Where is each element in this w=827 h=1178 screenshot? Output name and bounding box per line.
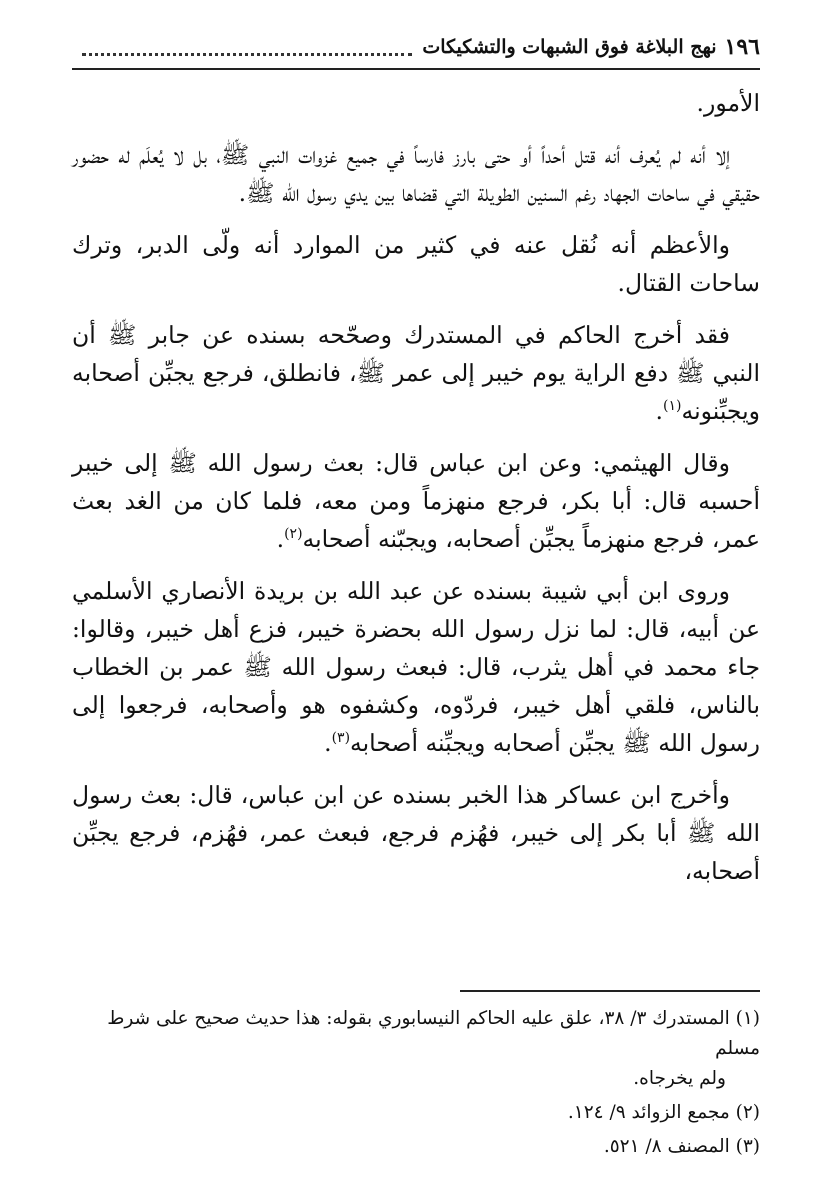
footnote: (١) المستدرك ٣/ ٣٨، علق عليه الحاكم النيسابوري بقوله: هذا حديث صحيح على شرط مسلم ولم يخرجاه. (107, 1008, 760, 1089)
body-text (72, 84, 760, 890)
paragraph: إلا أنه لم يُعرف أنه قتل أحداً أو حتى بارز فارساً في جميع غزوات النبي ﷺ، بل لا يُعلَم له حضور حقيقي في ساحات الجهاد رغم السنين الطويلة التي قضاها بين يدي رسول الله ﷺ. (72, 141, 760, 207)
footnote-reference: (٣) (331, 730, 351, 747)
paragraph: وقال الهيثمي: وعن ابن عباس قال: بعث رسول الله ﷺ إلى خيبر أحسبه قال: أبا بكر، فرجع منهزماً ومن معه، فلما كان من الغد بعث عمر، فرجع منهزماً يجبِّن أصحابه، ويجبّنه أصحابه$^{(٢)}$. (72, 449, 760, 553)
footnote-reference: (٢) (284, 526, 303, 543)
footnote: (٣) المصنف ٨/ ٥٢١. (603, 1136, 760, 1157)
paragraph: الأمور. (696, 89, 760, 117)
page-header (72, 26, 760, 70)
paragraph: والأعظم أنه نُقل عنه في كثير من الموارد أنه ولّى الدبر، وترك ساحات القتال. (72, 231, 760, 297)
running-title: نهج البلاغة فوق الشبهات والتشكيكات (422, 36, 717, 58)
paragraph: وأخرج ابن عساكر هذا الخبر بسنده عن ابن عباس، قال: بعث رسول الله ﷺ أبا بكر إلى خيبر، فهُزم فرجع، فبعث عمر، فهُزم، فرجع يجبِّن أصحابه، (72, 781, 760, 885)
paragraph: فقد أخرج الحاكم في المستدرك وصحّحه بسنده عن جابر ﷺ أن النبي ﷺ دفع الراية يوم خيبر إلى عمر ﷺ، فانطلق، فرجع يجبِّن أصحابه ويجبِّنونه$^{(١)}$. (72, 321, 760, 425)
page-number: ١٩٦ (724, 34, 760, 60)
book-page (72, 26, 760, 1156)
footnotes (72, 1004, 760, 1166)
footnote-reference: (١) (663, 398, 682, 415)
paragraph: وروى ابن أبي شيبة بسنده عن عبد الله بن بريدة الأنصاري الأسلمي عن أبيه، قال: لما نزل رسول الله بحضرة خيبر، فزع أهل خيبر، وقالوا: جاء محمد في أهل يثرب، قال: فبعث رسول الله ﷺ عمر بن الخطاب بالناس، فلقي أهل خيبر، فردّوه، وكشفوه هو وأصحابه، فرجعوا إلى رسول الله ﷺ يجبِّن أصحابه ويجبِّنه أصحابه$^{(٣)}$. (72, 577, 760, 757)
footnote: (٢) مجمع الزوائد ٩/ ١٢٤. (567, 1102, 760, 1123)
footnote-divider (460, 990, 760, 992)
header-dotted-leader (82, 51, 412, 56)
